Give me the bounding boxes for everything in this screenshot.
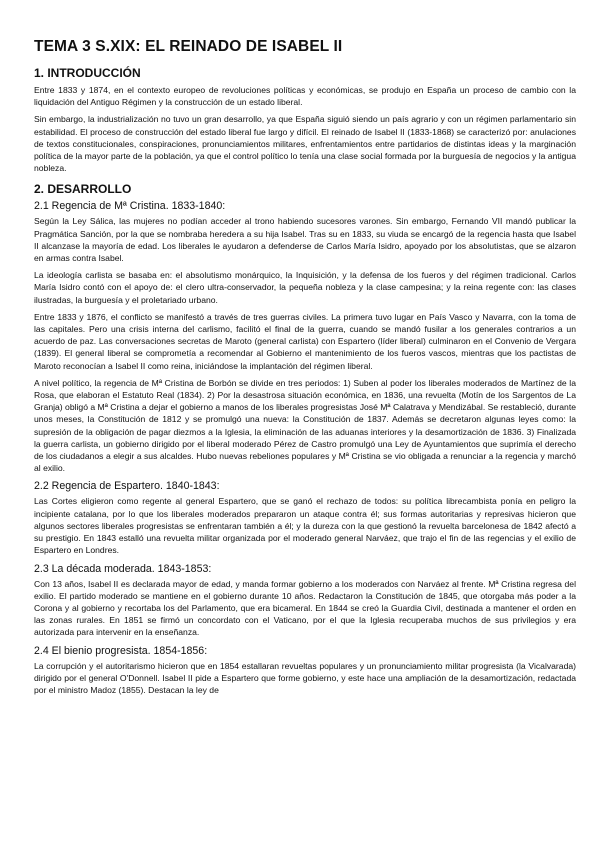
subsection-title: 2.3 La década moderada. 1843-1853:	[34, 562, 212, 575]
paragraph: Sin embargo, la industrialización no tuvo un gran desarrollo, ya que España siguió siendo un país agrario y con un régimen parlamentario sin estabilidad. El proceso de construcción del estado liberal fue largo y difícil. El reinado de Isabel II (1833-1868) se caracterizó por: anulaciones de textos constitucionales, conspiraciones, pronunciamientos militares, enfrentamientos entre partidarios de distintas ideas y la marginación política de la mayor parte de la población, ya que el control político lo tenía una clase social formada por la burguesía de negocios y la antigua nobleza.	[34, 114, 576, 174]
subsection-decada-moderada	[34, 563, 576, 639]
subsection-regencia-espartero	[34, 480, 576, 556]
paragraph: Entre 1833 y 1876, el conflicto se manifestó a través de tres guerras civiles. La primera tuvo lugar en País Vasco y Navarra, con la toma de las capitales. Pero una crisis interna del carlismo, facilitó el final de la guerra, cuando se mandó fusilar a los generales contrarios a un acuerdo de paz. Las conversaciones secretas de Maroto (general carlista) con Espartero (líder liberal) culminaron en el Convenio de Vergara (1839). El general liberal se comprometía a recomendar al Gobierno el mantenimiento de los fueros vascos, mientras que los pactistas de Maroto reconocían a Isabel II como reina, iniciándose la implantación del régimen liberal.	[34, 311, 576, 371]
subsection-title: 2.1 Regencia de Mª Cristina. 1833-1840:	[34, 200, 226, 213]
subsection-title: 2.4 El bienio progresista. 1854-1856:	[34, 644, 208, 657]
section-introduccion	[34, 66, 576, 174]
paragraph: Entre 1833 y 1874, en el contexto europeo de revoluciones políticas y económicas, se produjo en España un proceso de cambio con la liquidación del Antiguo Régimen y la construcción de un estado liberal.	[34, 85, 576, 108]
paragraph: La corrupción y el autoritarismo hicieron que en 1854 estallaran revueltas populares y un pronunciamiento militar progresista (la Vicalvarada) dirigido por el general O'Donnell. Isabel II pide a Espartero que forme gobierno, y este hace una ampliación de la desamortización, redactada por el ministro Madoz (1855). Destacan la ley de	[34, 660, 576, 695]
paragraph: La ideología carlista se basaba en: el absolutismo monárquico, la Inquisición, y la defensa de los fueros y del régimen tradicional. Carlos María Isidro contó con el apoyo de: el clero ultra-conservador, la pequeña nobleza y la clase campesina; y la reina regente con: las clases ilustradas, la burguesía y el proletariado urbano.	[34, 270, 576, 305]
section-heading: 2. DESARROLLO	[34, 182, 132, 197]
section-desarrollo	[34, 182, 576, 696]
subsection-regencia-maria-cristina	[34, 200, 576, 474]
paragraph: Con 13 años, Isabel II es declarada mayor de edad, y manda formar gobierno a los moderados con Narváez al frente. Mª Cristina regresa del exilio. El partido moderado se mantiene en el gobierno durante 10 años. Redactaron la Constitución de 1845, que otorgaba más poder a la Corona y al gobierno y recortaba los del Parlamento, que era bicameral. En 1844 se creó la Guardia Civil, destinada a mantener el orden en las zonas rurales. En 1851 se firmó un concordato con el Vaticano, por el que la Iglesia recuperaba muchos de sus privilegios y era autorizada para intervenir en la enseñanza.	[34, 578, 576, 638]
paragraph: Las Cortes eligieron como regente al general Espartero, que se ganó el rechazo de todos: su política librecambista ponía en peligro la incipiente catalana, por lo que los liberales moderados prepararon un ataque contra él; sus formas autoritarias y represivas hicieron que algunos sectores liberales progresistas se enfrentaran también a él; y la dureza con la que gestionó la revuelta barcelonesa de 1842 afectó a su prestigio. En 1843 estalló una revuelta militar organizada por el moderado general Narváez, que trajo el fin de las regencias y el exilio de Espartero en Londres.	[34, 496, 576, 556]
paragraph: A nivel político, la regencia de Mª Cristina de Borbón se divide en tres periodos: 1) Suben al poder los liberales moderados de Martínez de la Rosa, que elaboran el Estatuto Real (1834). 2) Por la desastrosa situación económica, en 1836, una revuelta (Motín de los Sargentos de La Granja) obligó a Mª Cristina a dejar el gobierno a manos de los liberales progresistas José Mª Calatrava y Mendizábal. Se restableció, durante unos meses, la Constitución de 1812 y se promulgó una nueva: la Constitución de 1837. Además se decretaron algunas leyes como: la supresión de la obligación de pagar diezmos a la Iglesia, la eliminación de las aduanas interiores y la desamortización de 1836. 3) Finalizada la guerra carlista, un gobierno dirigido por el liberal moderado Pérez de Castro promulgó una Ley de Ayuntamientos que suprimía el derecho de los ciudadanos a elegir a sus alcaldes. Hubo nuevas rebeliones populares y Mª Cristina se vio obligada a renunciar a la regencia y marchó al exilio.	[34, 377, 576, 474]
document-title: TEMA 3 S.XIX: EL REINADO DE ISABEL II	[34, 38, 343, 55]
paragraph: Según la Ley Sálica, las mujeres no podían acceder al trono habiendo sucesores varones. Sin embargo, Fernando VII mandó publicar la Pragmática Sanción, por la que se nombraba heredera a su hija Isabel. Tras su en 1833, su viuda se encargó de la regencia hasta que Isabel II alcanzase la mayoría de edad. Los liberales le ayudaron a defenderse de Carlos María Isidro, apoyado por los absolutistas, que se alzaron en armas contra Isabel.	[34, 216, 576, 264]
section-heading: 1. INTRODUCCIÓN	[34, 66, 141, 80]
subsection-bienio-progresista	[34, 645, 576, 697]
subsection-title: 2.2 Regencia de Espartero. 1840-1843:	[34, 480, 220, 493]
